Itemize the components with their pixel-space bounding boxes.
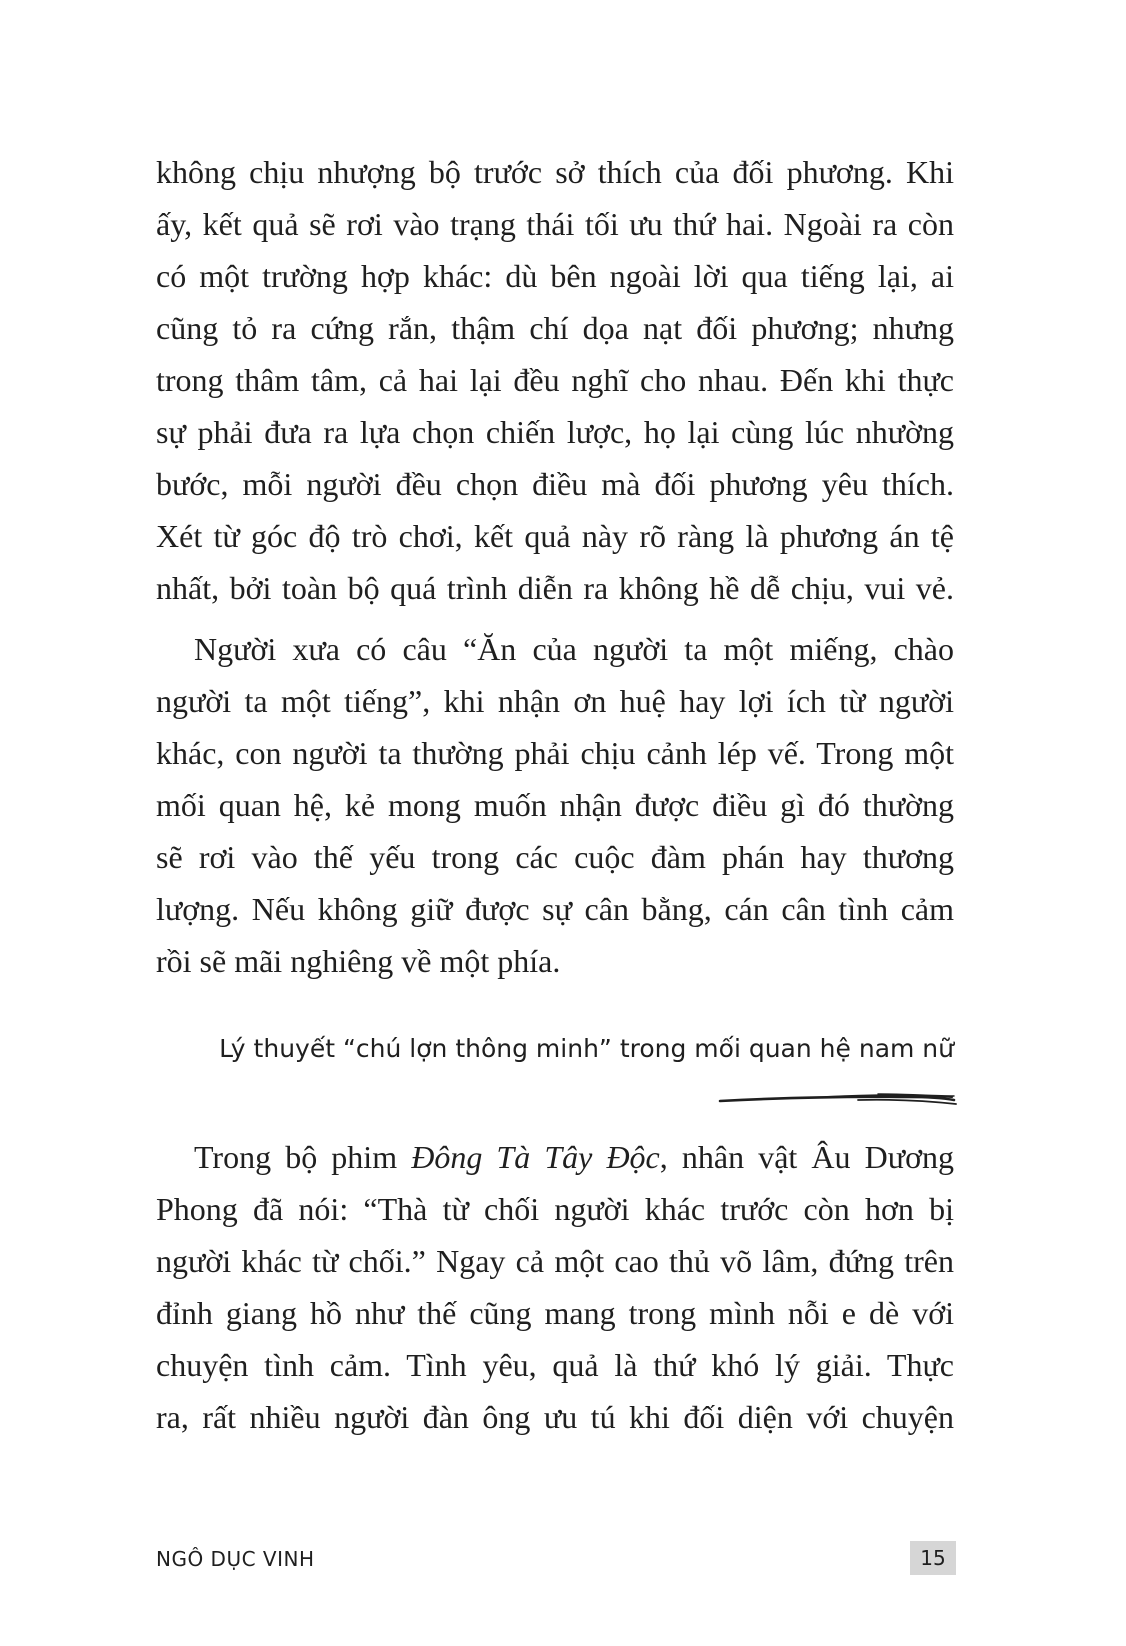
paragraph-line: nhất, bởi toàn bộ quá trình diễn ra không hề dễ chịu, vui vẻ. <box>156 570 954 606</box>
paragraph-1 <box>156 146 954 614</box>
paragraph-line: Phong đã nói: “Thà từ chối người khác trước còn hơn bị <box>156 1191 954 1227</box>
paragraph-line: cũng tỏ ra cứng rắn, thậm chí dọa nạt đối phương; nhưng <box>156 310 954 346</box>
paragraph-line: có một trường hợp khác: dù bên ngoài lời qua tiếng lại, ai <box>156 258 954 294</box>
paragraph-line: lượng. Nếu không giữ được sự cân bằng, cán cân tình cảm <box>156 891 954 927</box>
paragraph-line: chuyện tình cảm. Tình yêu, quả là thứ khó lý giải. Thực <box>156 1347 954 1383</box>
paragraph-line: Người xưa có câu “Ăn của người ta một miếng, chào <box>194 631 954 667</box>
paragraph-line: sẽ rơi vào thế yếu trong các cuộc đàm phán hay thương <box>156 839 954 875</box>
paragraph-line: ra, rất nhiều người đàn ông ưu tú khi đối diện với chuyện <box>156 1399 954 1435</box>
paragraph-line: người ta một tiếng”, khi nhận ơn huệ hay lợi ích từ người <box>156 683 954 719</box>
paragraph-line: sự phải đưa ra lựa chọn chiến lược, họ lại cùng lúc nhường <box>156 414 954 450</box>
paragraph-3 <box>156 1131 954 1443</box>
paragraph-line: không chịu nhượng bộ trước sở thích của đối phương. Khi <box>156 154 954 190</box>
paragraph-2 <box>156 623 954 987</box>
paragraph-line: rồi sẽ mãi nghiêng về một phía. <box>156 943 561 979</box>
paragraph-line: trong thâm tâm, cả hai lại đều nghĩ cho nhau. Đến khi thực <box>156 362 954 398</box>
paragraph-line: Xét từ góc độ trò chơi, kết quả này rõ ràng là phương án tệ <box>156 518 954 554</box>
paragraph-line: ấy, kết quả sẽ rơi vào trạng thái tối ưu thứ hai. Ngoài ra còn <box>156 206 954 242</box>
footer-author: NGÔ DỤC VINH <box>156 1547 315 1571</box>
paragraph-line: đỉnh giang hồ như thế cũng mang trong mình nỗi e dè với <box>156 1295 954 1331</box>
paragraph-line: mối quan hệ, kẻ mong muốn nhận được điều gì đó thường <box>156 787 954 823</box>
page-number-text: 15 <box>920 1546 946 1570</box>
heading-underline-decoration <box>718 1088 958 1110</box>
page-number <box>910 1541 956 1575</box>
paragraph-line: người khác từ chối.” Ngay cả một cao thủ võ lâm, đứng trên <box>156 1243 954 1279</box>
line-text: Trong bộ phim <box>194 1139 412 1175</box>
paragraph-line: bước, mỗi người đều chọn điều mà đối phương yêu thích. <box>156 466 954 502</box>
paragraph-line: khác, con người ta thường phải chịu cảnh lép vế. Trong một <box>156 735 954 771</box>
film-title: Đông Tà Tây Độc <box>411 1139 660 1175</box>
line-text: , nhân vật Âu Dương <box>659 1139 955 1175</box>
paragraph-line <box>156 1131 954 1183</box>
section-heading: Lý thuyết “chú lợn thông minh” trong mối quan hệ nam nữ <box>219 1034 954 1063</box>
